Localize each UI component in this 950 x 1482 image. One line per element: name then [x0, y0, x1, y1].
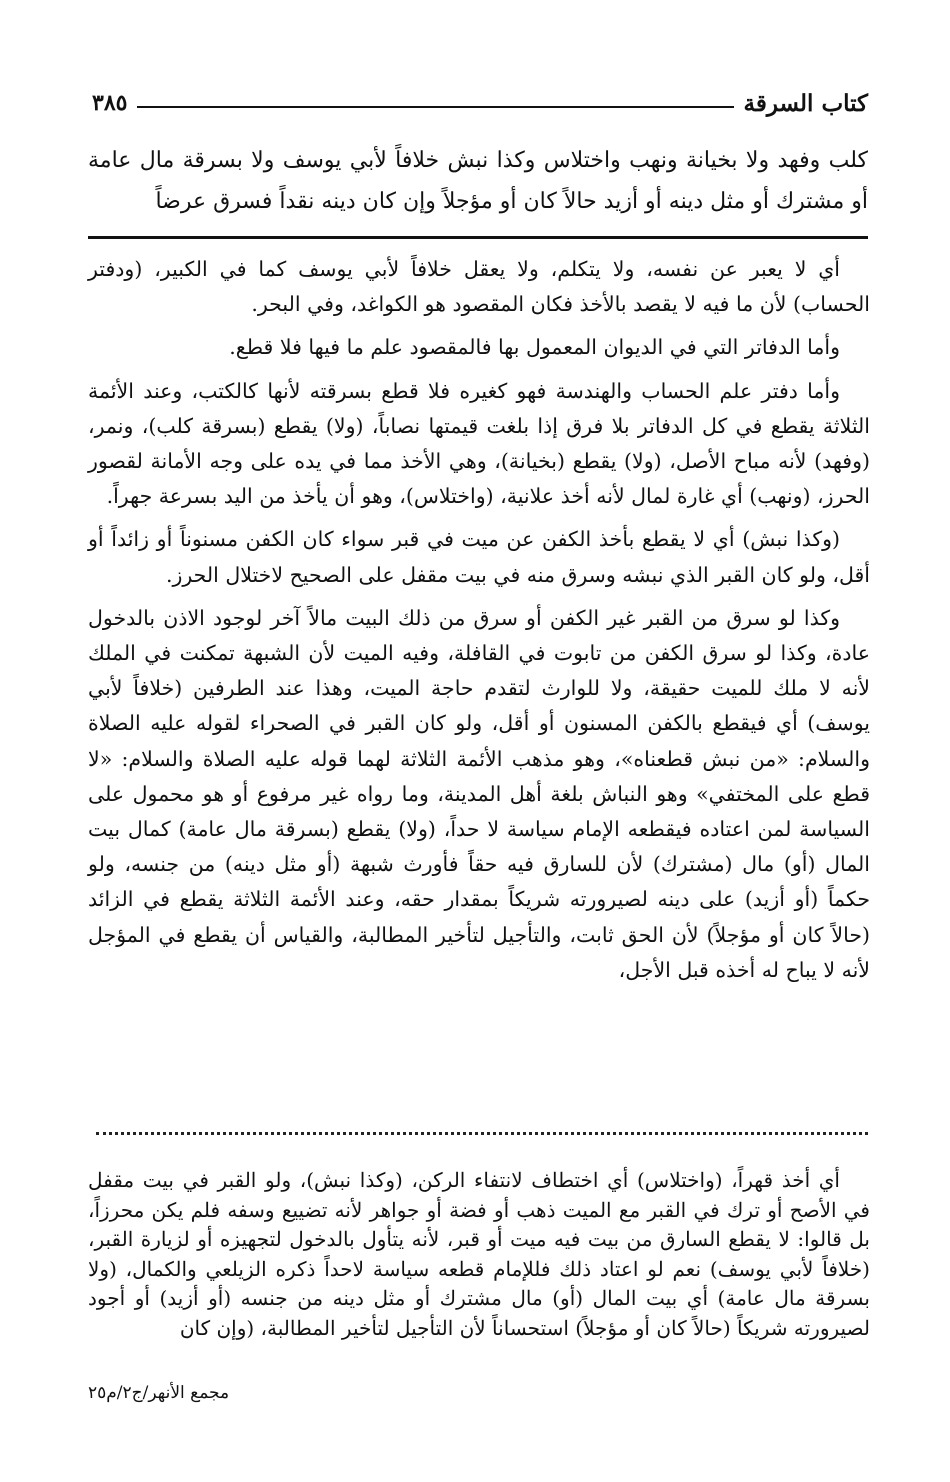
matn-divider — [88, 236, 868, 239]
sharh-paragraph: (وكذا نبش) أي لا يقطع بأخذ الكفن عن ميت في قبر سواء كان الكفن مسنوناً أو زائداً أو أقل، ولو كان القبر الذي نبشه وسرق منه في بيت مقفل على الصحيح لاختلال الحرز. — [88, 527, 870, 587]
matn-paragraph: كلب وفهد ولا بخيانة ونهب واختلاس وكذا نبش خلافاً لأبي يوسف ولا بسرقة مال عامة أو مشترك أو مثل دينه أو أزيد حالاً كان أو مؤجلاً وإن كان دينه نقداً فسرق عرضاً — [88, 148, 868, 214]
chapter-title: كتاب السرقة — [743, 89, 868, 117]
running-header — [92, 86, 868, 120]
printer-signature: مجمع الأنهر/ج٢/م٢٥ — [88, 1383, 230, 1403]
header-rule — [137, 106, 733, 108]
sharh-paragraph: وأما الدفاتر التي في الديوان المعمول بها فالمقصود علم ما فيها فلا قطع. — [229, 335, 840, 360]
footnote-paragraph: أي أخذ قهراً، (واختلاس) أي اختطاف لانتفاء الركن، (وكذا نبش)، ولو القبر في بيت مقفل في الأصح أو ترك في القبر مع الميت ذهب أو فضة أو جواهر لأنه تضييع وسفه فلم يكن محرزاً، بل قالوا: لا يقطع السارق من بيت فيه ميت أو قبر، لأنه يتأول بالدخول لتجهيزه أو لزيارة القبر، (خلافاً لأبي يوسف) نعم لو اعتاد ذلك فللإمام قطعه سياسة لاحداً ذكره الزيلعي والكمال، (ولا بسرقة مال عامة) أي بيت المال (أو) مال مشترك أو مثل دينه من جنسه (أو أزيد) أو أجود لصيرورته شريكاً (حالاً كان أو مؤجلاً) استحساناً لأن التأجيل لتأخير المطالبة، (وإن كان — [88, 1168, 870, 1340]
sharh-paragraph: أي لا يعبر عن نفسه، ولا يتكلم، ولا يعقل خلافاً لأبي يوسف كما في الكبير، (ودفتر الحساب) لأن ما فيه لا يقصد بالأخذ فكان المقصود هو الكواغد، وفي البحر. — [88, 257, 870, 317]
matn-text — [88, 140, 868, 222]
footnote-text — [88, 1166, 870, 1343]
page-number: ٣٨٥ — [92, 90, 128, 116]
sharh-paragraph: وأما دفتر علم الحساب والهندسة فهو كغيره فلا قطع بسرقته لأنها كالكتب، وعند الأئمة الثلاثة يقطع في كل الدفاتر بلا فرق إذا بلغت قيمتها نصاباً، (ولا) يقطع (بسرقة كلب)، ونمر، (وفهد) لأنه مباح الأصل، (ولا) يقطع (بخيانة)، وهي الأخذ مما في يده على وجه الأمانة لقصور الحرز، (ونهب) أي غارة لمال لأنه أخذ علانية، (واختلاس)، وهو أن يأخذ من اليد بسرعة جهراً. — [88, 378, 870, 509]
sharh-paragraph: وكذا لو سرق من القبر غير الكفن أو سرق من ذلك البيت مالاً آخر لوجود الاذن بالدخول عادة، وكذا لو سرق الكفن من تابوت في القافلة، وفيه الميت لأن الشبهة تمكنت في الملك لأنه لا ملك للميت حقيقة، ولا للوارث لتقدم حاجة الميت، وهذا عند الطرفين (خلافاً لأبي يوسف) أي فيقطع بالكفن المسنون أو أقل، ولو كان القبر في الصحراء لقوله عليه الصلاة والسلام: «من نبش قطعناه»، وهو مذهب الأئمة الثلاثة لهما قوله عليه الصلاة والسلام: «لا قطع على المختفي» وهو النباش بلغة أهل المدينة، وما رواه غير مرفوع أو هو محمول على السياسة لمن اعتاده فيقطعه الإمام سياسة لا حداً، (ولا) يقطع (بسرقة مال عامة) كمال بيت المال (أو) مال (مشترك) لأن للسارق فيه حقاً فأورث شبهة (أو مثل دينه) من جنسه، ولو حكماً (أو أزيد) على دينه لصيرورته شريكاً بمقدار حقه، وعند الأئمة الثلاثة يقطع في الزائد (حالاً كان أو مؤجلاً) لأن الحق ثابت، والتأجيل لتأخير المطالبة، والقياس أن يقطع في المؤجل لأنه لا يباح له أخذه قبل الأجل، — [88, 605, 870, 982]
footnote-divider — [96, 1132, 868, 1135]
sharh-text — [88, 252, 870, 988]
